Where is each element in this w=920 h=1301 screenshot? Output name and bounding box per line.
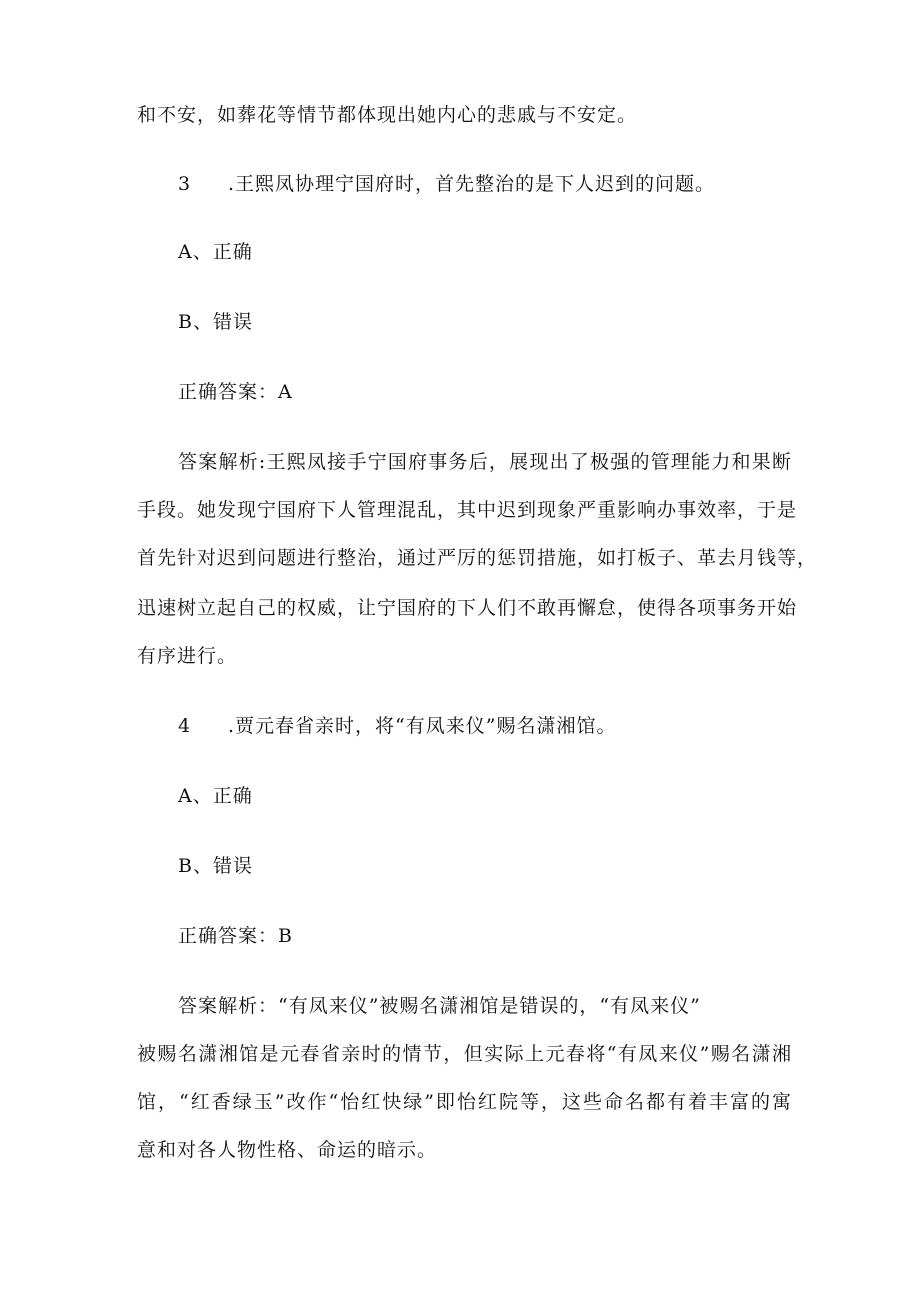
explanation-line: 迅速树立起自己的权威，让宁国府的下人们不敢再懈怠，使得各项事务开始 — [137, 597, 798, 619]
explanation-line: 意和对各人物性格、命运的暗示。 — [137, 1139, 438, 1161]
explanation-line: 有序进行。 — [137, 645, 238, 667]
question-text: .王熙凤协理宁国府时，首先整治的是下人迟到的问题。 — [228, 173, 716, 195]
explanation-line: 答案解析:王熙凤接手宁国府事务后，展现出了极强的管理能力和果断 — [178, 451, 792, 473]
question-number: 3 — [178, 173, 191, 195]
correct-answer: 正确答案：B — [178, 925, 293, 947]
continuation-text: 和不安，如葬花等情节都体现出她内心的悲戚与不安定。 — [137, 104, 638, 126]
explanation-line: 被赐名潇湘馆是元春省亲时的情节，但实际上元春将“有凤来仪”赐名潇湘 — [137, 1043, 792, 1065]
explanation-line: 馆，“红香绿玉”改作“怡红快绿”即怡红院等，这些命名都有着丰富的寓 — [137, 1091, 792, 1113]
option-b: B、错误 — [178, 855, 253, 877]
option-a: A、正确 — [178, 785, 253, 807]
question-text: .贾元春省亲时，将“有凤来仪”赐名潇湘馆。 — [228, 715, 617, 737]
option-a: A、正确 — [178, 241, 253, 263]
explanation-line: 首先针对迟到问题进行整治，通过严厉的惩罚措施，如打板子、革去月钱等， — [137, 547, 818, 569]
question-number: 4 — [178, 715, 191, 737]
explanation-line: 答案解析：“有凤来仪”被赐名潇湘馆是错误的，“有凤来仪” — [178, 995, 701, 1017]
option-b: B、错误 — [178, 311, 253, 333]
correct-answer: 正确答案：A — [178, 381, 293, 403]
explanation-line: 手段。她发现宁国府下人管理混乱，其中迟到现象严重影响办事效率，于是 — [137, 499, 798, 521]
